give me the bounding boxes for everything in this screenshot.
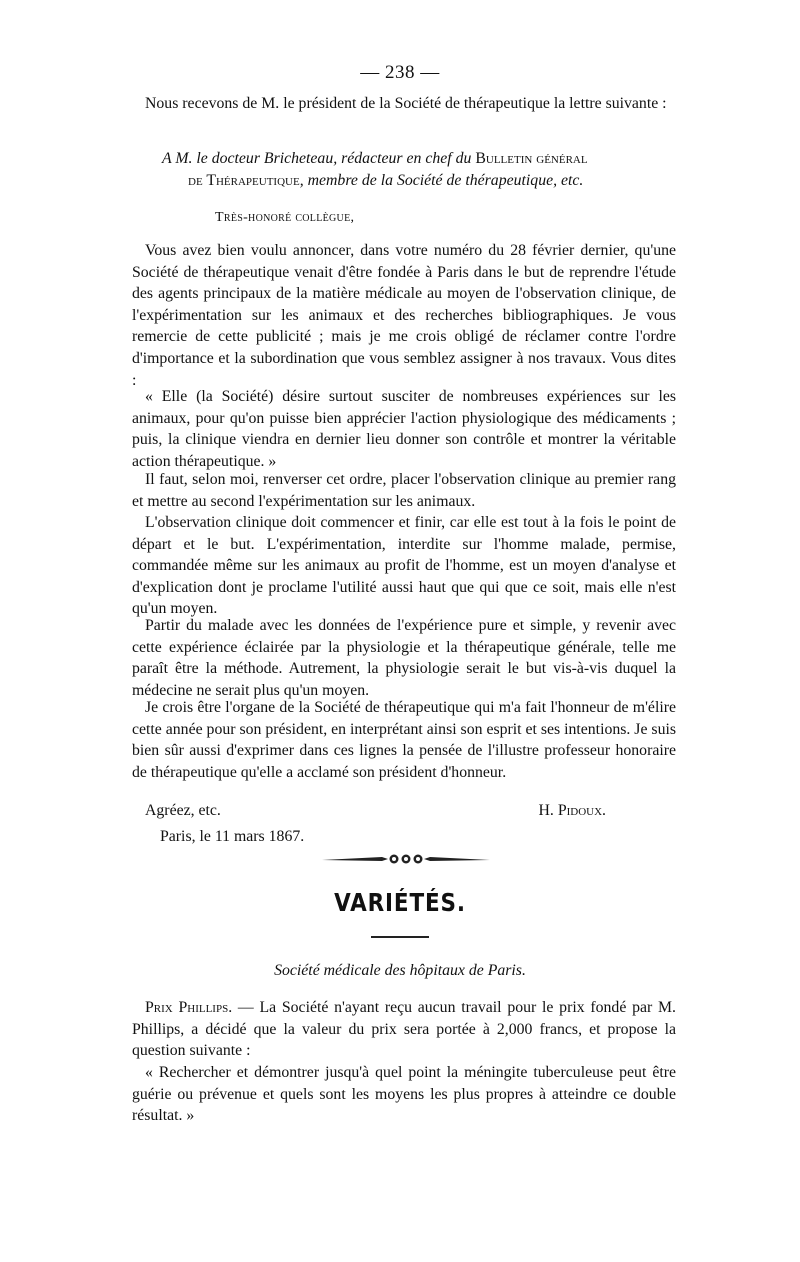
addressee-line-2: de Thérapeutique, membre de la Société de thérapeutique, etc. (188, 172, 584, 189)
letter-paragraph-2: Il faut, selon moi, renverser cet ordre, placer l'observation clinique au premier rang et mettre au second l'expérimentation sur les animaux. (132, 471, 676, 510)
letter-paragraph-5: Je crois être l'organe de la Société de thérapeutique qui m'a fait l'honneur de m'élire cette année pour son président, en interprétant ainsi son esprit et ses intentions. Je suis bien sûr aussi d'exprimer dans ces lignes la pensée de l'illustre professeur honoraire de thérapeutique qu'elle a acclamé son président d'honneur. (132, 699, 676, 781)
letter-date: Paris, le 11 mars 1867. (160, 828, 305, 845)
prize-paragraph (132, 997, 676, 1062)
letter-salutation: Très-honoré collègue, (215, 210, 355, 225)
heading-rule (371, 936, 429, 938)
ornament-divider (322, 852, 490, 866)
prize-text: — La Société n'ayant reçu aucun travail pour le prix fondé par M. Phillips, a décidé que la valeur du prix sera portée à 2,000 francs, et propose la question suivante : (132, 999, 677, 1060)
letter-closing: Agréez, etc. (145, 802, 221, 819)
letter-paragraph-4: Partir du malade avec les données de l'expérience pure et simple, y revenir avec cette expérience éclairée par la physiologie et la thérapeutique générale, telle me paraît être la méthode. Autrement, la physiologie serait le but vis-à-vis duquel la médecine ne serait plus qu'un moyen. (132, 617, 676, 699)
prize-label: Prix Phillips. (145, 999, 233, 1016)
letter-quote: « Elle (la Société) désire surtout susciter de nombreuses expériences sur les animaux, pour qu'on puisse bien apprécier l'action physiologique des médicaments ; puis, la clinique viendra en dernier lieu donner son contrôle et montrer la véritable action thérapeutique. » (132, 388, 676, 470)
letter-paragraph-3: L'observation clinique doit commencer et finir, car elle est tout à la fois le point de départ et le but. L'expérimentation, interdite sur l'homme malade, permise, commandée même sur les animaux au profit de l'homme, est un moyen d'analyse et d'explication dont je proclame l'utilité aussi haut que qui que ce soit, mais elle n'est qu'un moyen. (132, 514, 676, 618)
letter-addressee (132, 148, 676, 192)
section-heading: VARIÉTÉS. (334, 888, 466, 917)
letter-signature: H. Pidoux. (538, 802, 606, 819)
prize-question: « Rechercher et démontrer jusqu'à quel point la méningite tuberculeuse peut être guérie ou prévenue et quels sont les moyens les plus propres à atteindre ce double résultat. » (132, 1064, 676, 1125)
section-subheading: Société médicale des hôpitaux de Paris. (274, 962, 526, 979)
letter-paragraph-1: Vous avez bien voulu annoncer, dans votre numéro du 28 février dernier, qu'une Société de thérapeutique venait d'être fondée à Paris dans le but de reprendre l'étude des agents principaux de la matière médicale au moyen de l'observation clinique, de l'expérimentation sur les animaux et des recherches bibliographiques. Je vous remercie de cette publicité ; mais je me crois obligé de réclamer contre l'ordre d'importance et la subordination que vous semblez assigner à nos travaux. Vous dites : (132, 242, 676, 389)
addressee-line-1: A M. le docteur Bricheteau, rédacteur en chef du Bulletin général (162, 150, 588, 167)
intro-paragraph: Nous recevons de M. le président de la Société de thérapeutique la lettre suivante : (145, 95, 667, 112)
page-number: — 238 — (360, 62, 440, 83)
